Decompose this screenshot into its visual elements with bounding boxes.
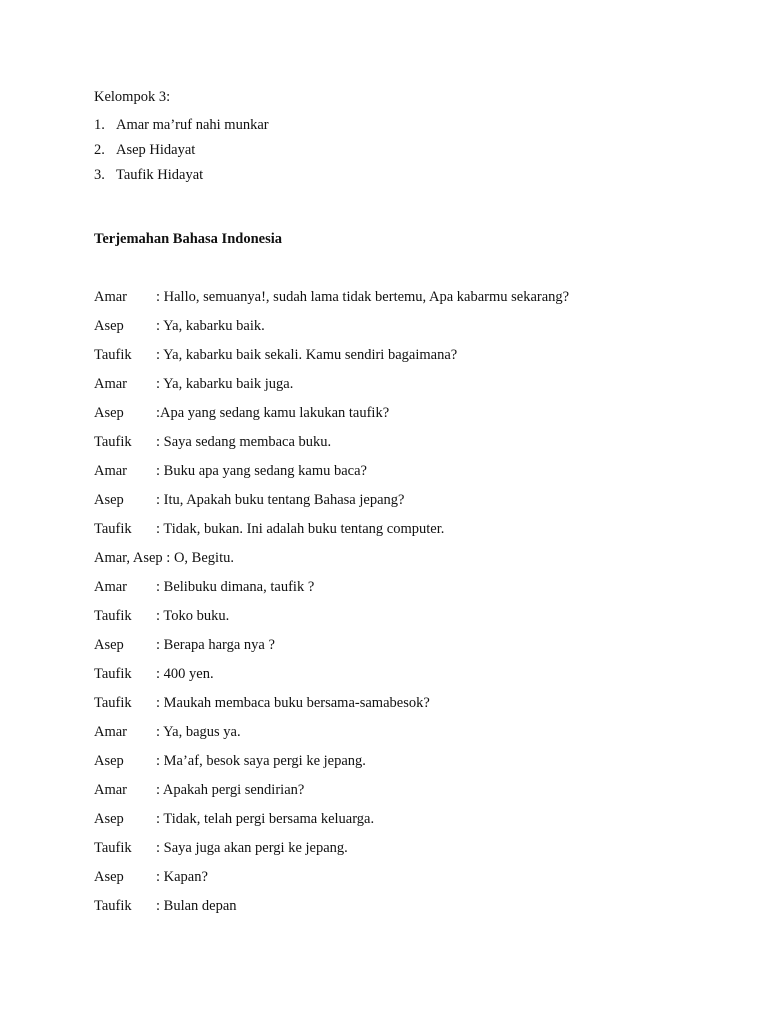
dialog-speaker: Asep xyxy=(94,869,124,885)
dialog-text: : Ya, kabarku baik juga. xyxy=(156,376,294,392)
dialog-text: : Apakah pergi sendirian? xyxy=(156,782,305,798)
dialog-line xyxy=(94,868,734,897)
dialog-line xyxy=(94,462,734,491)
dialog-speaker: Taufik xyxy=(94,666,132,682)
dialog-text: :Apa yang sedang kamu lakukan taufik? xyxy=(156,405,390,421)
group-title: Kelompok 3: xyxy=(94,89,171,105)
dialog-transcript xyxy=(94,288,734,926)
dialog-speaker: Asep xyxy=(94,318,124,334)
dialog-text: : Ya, bagus ya. xyxy=(156,724,241,740)
dialog-line xyxy=(94,549,734,578)
dialog-speaker: Taufik xyxy=(94,840,132,856)
dialog-line xyxy=(94,491,734,520)
dialog-speaker: Amar xyxy=(94,724,128,740)
dialog-speaker: Taufik xyxy=(94,695,132,711)
dialog-line xyxy=(94,781,734,810)
dialog-text: : Maukah membaca buku bersama-samabesok? xyxy=(156,695,430,711)
dialog-text: : 400 yen. xyxy=(156,666,214,682)
dialog-line xyxy=(94,346,734,375)
dialog-line xyxy=(94,607,734,636)
member-name: Taufik Hidayat xyxy=(116,167,204,183)
member-number: 1. xyxy=(94,117,105,133)
dialog-line xyxy=(94,433,734,462)
dialog-line xyxy=(94,288,734,317)
dialog-text: : Saya sedang membaca buku. xyxy=(156,434,332,450)
member-number: 2. xyxy=(94,142,105,158)
dialog-text: : Belibuku dimana, taufik ? xyxy=(156,579,315,595)
dialog-speaker: Taufik xyxy=(94,434,132,450)
dialog-speaker: Asep xyxy=(94,753,124,769)
dialog-line xyxy=(94,723,734,752)
dialog-line xyxy=(94,752,734,781)
dialog-speaker: Amar xyxy=(94,782,128,798)
member-number: 3. xyxy=(94,167,105,183)
dialog-line xyxy=(94,375,734,404)
dialog-text: : Berapa harga nya ? xyxy=(156,637,275,653)
dialog-line xyxy=(94,636,734,665)
dialog-line xyxy=(94,404,734,433)
dialog-speaker: Amar xyxy=(94,289,128,305)
dialog-text: : Buku apa yang sedang kamu baca? xyxy=(156,463,367,479)
dialog-speaker: Amar xyxy=(94,463,128,479)
dialog-full-line: Amar, Asep : O, Begitu. xyxy=(94,550,234,566)
dialog-text: : Kapan? xyxy=(156,869,208,885)
member-item xyxy=(94,166,269,191)
dialog-line xyxy=(94,897,734,926)
dialog-speaker: Taufik xyxy=(94,898,132,914)
dialog-text: : Toko buku. xyxy=(156,608,230,624)
dialog-text: : Tidak, bukan. Ini adalah buku tentang computer. xyxy=(156,521,445,537)
dialog-speaker: Asep xyxy=(94,405,124,421)
dialog-text: : Ya, kabarku baik sekali. Kamu sendiri bagaimana? xyxy=(156,347,458,363)
dialog-text: : Saya juga akan pergi ke jepang. xyxy=(156,840,348,856)
dialog-speaker: Asep xyxy=(94,492,124,508)
member-item xyxy=(94,116,269,141)
dialog-text: : Ya, kabarku baik. xyxy=(156,318,265,334)
member-item xyxy=(94,141,269,166)
dialog-line xyxy=(94,578,734,607)
dialog-text: : Itu, Apakah buku tentang Bahasa jepang? xyxy=(156,492,405,508)
section-title: Terjemahan Bahasa Indonesia xyxy=(94,231,283,247)
dialog-speaker: Taufik xyxy=(94,347,132,363)
dialog-line xyxy=(94,520,734,549)
dialog-speaker: Asep xyxy=(94,637,124,653)
dialog-text: : Ma’af, besok saya pergi ke jepang. xyxy=(156,753,366,769)
dialog-speaker: Amar xyxy=(94,579,128,595)
dialog-speaker: Asep xyxy=(94,811,124,827)
dialog-text: : Bulan depan xyxy=(156,898,237,914)
dialog-line xyxy=(94,694,734,723)
dialog-line xyxy=(94,665,734,694)
member-name: Amar ma’ruf nahi munkar xyxy=(116,117,269,133)
dialog-speaker: Amar xyxy=(94,376,128,392)
dialog-text: : Hallo, semuanya!, sudah lama tidak bertemu, Apa kabarmu sekarang? xyxy=(156,289,570,305)
dialog-text: : Tidak, telah pergi bersama keluarga. xyxy=(156,811,375,827)
dialog-speaker: Taufik xyxy=(94,521,132,537)
dialog-line xyxy=(94,810,734,839)
dialog-speaker: Taufik xyxy=(94,608,132,624)
dialog-line xyxy=(94,839,734,868)
member-list xyxy=(94,116,269,191)
dialog-line xyxy=(94,317,734,346)
member-name: Asep Hidayat xyxy=(116,142,196,158)
